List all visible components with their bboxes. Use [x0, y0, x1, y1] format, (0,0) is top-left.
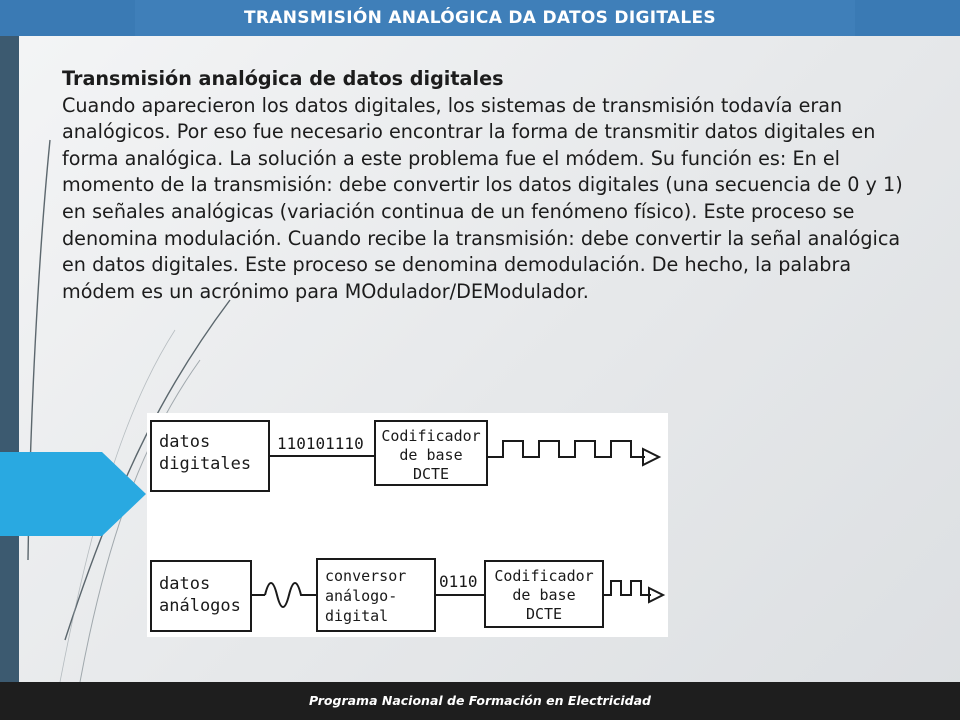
content-heading: Transmisión analógica de datos digitales	[62, 67, 504, 90]
bottom-encoder-line2: de base	[512, 586, 576, 604]
bottom-source-line2: análogos	[159, 596, 241, 616]
bottom-bits-label: 0110	[439, 572, 478, 591]
bottom-square-wave	[603, 581, 651, 595]
top-source-line2: digitales	[159, 454, 252, 474]
footer-bar	[0, 682, 960, 720]
bottom-converter-line1: conversor	[325, 567, 407, 585]
top-bits-label: 110101110	[277, 434, 364, 453]
content-block	[62, 66, 922, 305]
top-square-wave	[487, 441, 645, 457]
top-encoder-line2: de base	[399, 446, 463, 464]
slide-title: TRANSMISIÓN ANALÓGICA DA DATOS DIGITALES	[244, 8, 716, 28]
top-arrow-head	[643, 449, 659, 465]
content-paragraph: Cuando aparecieron los datos digitales, los sistemas de transmisión todavía eran analógicos. Por eso fue necesario encontrar la forma de transmitir datos digitales en forma analógica. La solución a este problema fue el módem. Su función es: En el momento de la transmisión: debe convertir los datos digitales (una secuencia de 0 y 1) en señales analógicas (variación continua de un fenómeno físico). Este proceso se denomina modulación. Cuando recibe la transmisión: debe convertir la señal analógica en datos digitales. Este proceso se denomina demodulación. De hecho, la palabra módem es un acrónimo para MOdulador/DEModulador.	[62, 93, 903, 303]
bottom-converter-line2: análogo-	[325, 587, 398, 605]
top-encoder-line1: Codificador	[381, 427, 481, 445]
bottom-encoder-line3: DCTE	[525, 605, 563, 623]
bottom-analog-wave	[265, 583, 317, 607]
accent-arrow-shape	[0, 452, 146, 536]
top-source-line1: datos	[159, 432, 211, 452]
top-encoder-line3: DCTE	[412, 465, 450, 483]
bottom-encoder-line1: Codificador	[494, 567, 594, 585]
footer-text: Programa Nacional de Formación en Electricidad	[308, 693, 652, 708]
bottom-converter-line3: digital	[325, 607, 389, 625]
bottom-arrow-head	[649, 588, 663, 602]
modem-diagram	[147, 413, 668, 637]
bottom-source-line1: datos	[159, 574, 211, 594]
